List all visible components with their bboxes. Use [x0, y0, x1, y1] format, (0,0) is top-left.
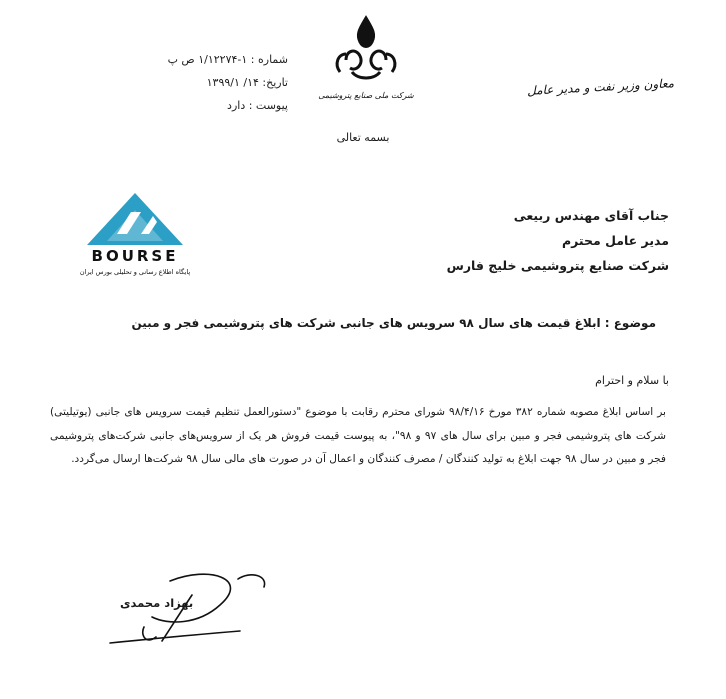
letter-subject: موضوع : ابلاغ قیمت های سال ۹۸ سرویس های جانبی شرکت های پتروشیمی فجر و مبین — [131, 316, 656, 330]
deputy-title: معاون وزیر نفت و مدیر عامل — [526, 76, 675, 98]
addressee-company: شرکت صنایع پتروشیمی خلیج فارس — [446, 258, 669, 273]
basmala: بسمه تعالی — [336, 131, 390, 144]
letter-date: تاریخ: ۱۴/ ۱۳۹۹/۱ — [206, 76, 288, 89]
bourse-logo — [55, 190, 215, 280]
addressee-name: جناب آقای مهندس ربیعی — [513, 208, 669, 223]
letter-greeting: با سلام و احترام — [595, 374, 669, 387]
signer-name: بهزاد محمدی — [120, 596, 194, 610]
nioc-logo-text: شرکت ملی صنایع پتروشیمی — [318, 91, 414, 100]
letter-number: شماره : ۱-۱/۱۲۲۷۴ ص پ — [167, 53, 288, 66]
letter-meta — [148, 48, 288, 117]
bourse-logo-name: BOURSE — [91, 247, 179, 265]
signature — [100, 565, 290, 665]
addressee-title: مدیر عامل محترم — [561, 233, 669, 248]
letter-attachment: پیوست : دارد — [227, 99, 288, 112]
nioc-logo — [316, 10, 416, 110]
letter-body: بر اساس ابلاغ مصوبه شماره ۳۸۲ مورخ ۹۸/۴/۱۶ شورای محترم رقابت با موضوع "دستورالعمل تنظیم قیمت سرویس های جانبی (یوتیلیتی) شرکت های پتروشیمی فجر و مبین برای سال های ۹۷ و ۹۸"، به پیوست قیمت فروش هر یک از سرویس‌های جانبی شرکت‌های پتروشیمی فجر و مبین در سال ۹۸ جهت ابلاغ به تولید کنندگان / مصرف کنندگان و اعمال آن در صورت های مالی سال ۹۸ شرکت‌ها ارسال می‌گردد. — [50, 406, 667, 465]
addressee-block — [447, 203, 669, 278]
bourse-logo-tagline: پایگاه اطلاع رسانی و تحلیلی بورس ایران — [79, 268, 191, 276]
